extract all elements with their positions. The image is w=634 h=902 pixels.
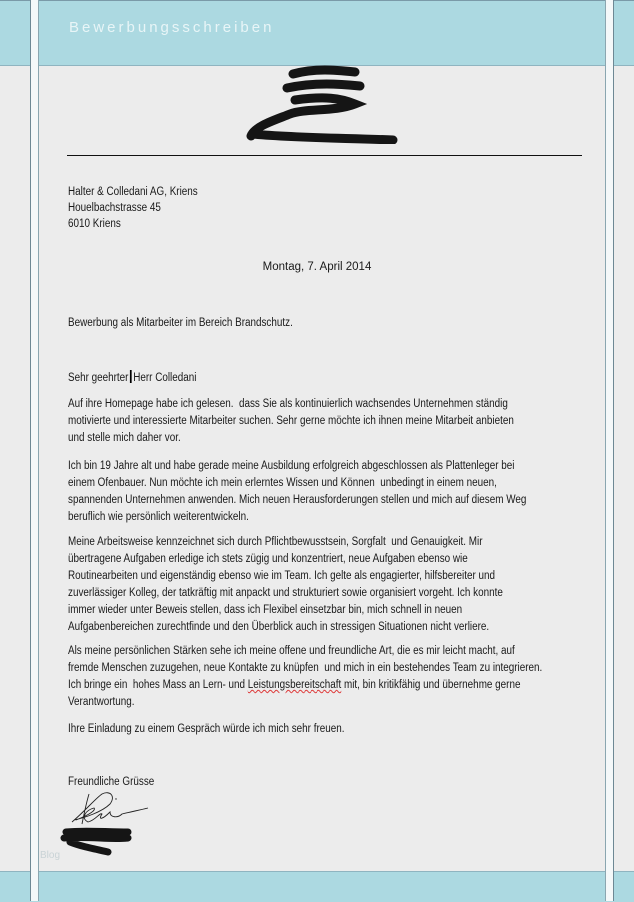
text-line: fremde Menschen zuzugehen, neue Kontakte zu knüpfen und mich in ein bestehendes Team zu integrieren. — [68, 662, 543, 674]
redacted-logo-scribble — [245, 62, 405, 144]
salutation-text: Sehr geehrter — [68, 372, 129, 384]
text-line: Routinearbeiten und eigenständig ebenso wie im Team. Ich gelte als engagierter, hilfsbereiter und — [68, 570, 496, 582]
footer-band — [0, 871, 634, 902]
header-divider — [67, 155, 582, 156]
text-line: einem Ofenbauer. Nun möchte ich mein erlerntes Wissen und Können unbedingt in einem neuen, — [68, 477, 497, 489]
text-line: Meine Arbeitsweise kennzeichnet sich durch Pflichtbewusstsein, Sorgfalt und Genauigkeit. Mir — [68, 536, 483, 548]
recipient-address — [68, 184, 198, 232]
paragraph-4 — [68, 643, 542, 711]
letter-date: Montag, 7. April 2014 — [262, 261, 372, 273]
border-strip — [31, 0, 38, 901]
subject-line: Bewerbung als Mitarbeiter im Bereich Brandschutz. — [68, 317, 293, 329]
recipient-line: Houelbachstrasse 45 — [68, 202, 161, 214]
text-line: übertragene Aufgaben erledige ich stets zügig und konzentriert, neue Aufgaben ebenso wie — [68, 553, 468, 565]
text-line: Aufgabenbereichen zurechtfinde und den Überblick auch in stressigen Situationen nicht verliere. — [68, 621, 490, 633]
text-line: spannenden Unternehmen anwenden. Mich neuen Herausforderungen stellen und mich auf diesem Weg — [68, 494, 527, 506]
text-line: immer wieder unter Beweis stellen, dass ich Flexibel einsetzbar bin, mich schnell in neuen — [68, 604, 463, 616]
closing-greeting: Freundliche Grüsse — [68, 776, 155, 788]
text-line: Verantwortung. — [68, 696, 135, 708]
recipient-line: 6010 Kriens — [68, 218, 121, 230]
handwritten-signature — [66, 790, 156, 830]
text-cursor — [130, 370, 131, 383]
paragraph-3 — [68, 534, 503, 636]
text-line: zuverlässiger Kolleg, der tatkräftig mit anpackt und strukturiert sowie organisiert vorgeht. Ich konnte — [68, 587, 503, 599]
salutation-name: Herr Colledani — [133, 372, 197, 384]
redacted-name-scribble — [60, 826, 140, 858]
text-segment: Ich bringe ein hohes Mass an Lern- und — [68, 679, 248, 691]
text-line: und stelle mich daher vor. — [68, 432, 181, 444]
salutation — [68, 370, 196, 387]
spelling-error-word[interactable]: Leistungsbereitschaft — [247, 679, 342, 691]
border-strip — [606, 0, 613, 901]
footer-label: Blog — [40, 850, 61, 861]
recipient-line: Halter & Colledani AG, Kriens — [68, 186, 198, 198]
text-line: Auf ihre Homepage habe ich gelesen. dass Sie als kontinuierlich wachsendes Unternehmen ständig — [68, 398, 508, 410]
border-line — [38, 0, 39, 901]
text-line — [68, 677, 542, 694]
text-line: Ich bin 19 Jahre alt und habe gerade meine Ausbildung erfolgreich abgeschlossen als Plattenleger bei — [68, 460, 515, 472]
text-line: motivierte und interessierte Mitarbeiter suchen. Sehr gerne möchte ich ihnen meine Mitarbeit anbieten — [68, 415, 514, 427]
text-line: beruflich wie persönlich weiterentwickeln. — [68, 511, 249, 523]
document-title: Bewerbungsschreiben — [69, 19, 275, 36]
text-segment: mit, bin kritikfähig und übernehme gerne — [341, 679, 521, 691]
paragraph-1 — [68, 396, 514, 447]
text-line: Als meine persönlichen Stärken sehe ich meine offene und freundliche Art, die es mir leicht macht, auf — [68, 645, 515, 657]
paragraph-2 — [68, 458, 526, 526]
closing-sentence: Ihre Einladung zu einem Gespräch würde ich mich sehr freuen. — [68, 723, 345, 735]
border-line — [613, 0, 614, 901]
